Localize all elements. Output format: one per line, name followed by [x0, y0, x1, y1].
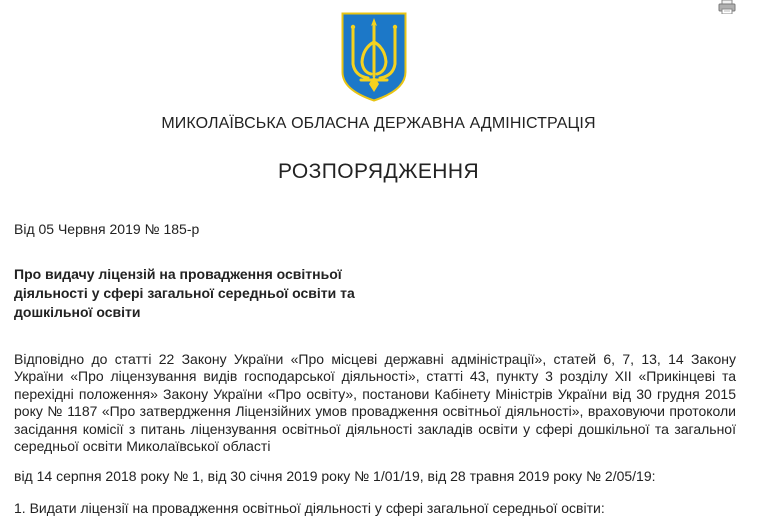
organization-title: МИКОЛАЇВСЬКА ОБЛАСНА ДЕРЖАВНА АДМІНІСТРАЦІЯ — [161, 115, 596, 132]
decision-item-1: 1. Видати ліцензії на провадження освітньої діяльності у сфері загальної середньої освіти: — [14, 500, 605, 516]
subject-line: діяльності у сфері загальної середньої освіти та — [14, 285, 355, 301]
subject-line: дошкільної освіти — [14, 304, 141, 320]
document-date: Від 05 Червня 2019 № 185-р — [14, 221, 200, 237]
coat-of-arms-icon — [341, 12, 407, 102]
printer-icon — [718, 0, 736, 14]
subject-line: Про видачу ліцензій на провадження освітньої — [14, 266, 342, 282]
protocols-paragraph: від 14 серпня 2018 року № 1, від 30 січня 2019 року № 1/01/19, від 28 травня 2019 року № 2/05/19: — [14, 468, 656, 484]
document-body-paragraph: Відповідно до статті 22 Закону України «Про місцеві державні адміністрації», статей 6, 7, 13, 14 Закону України «Про ліцензування видів господарської діяльності», статті 43, пункту 3 розділу XII «Прикінцеві та перехідні положення» Закону України «Про освіту», постанови Кабінету Міністрів України від 30 грудня 2015 року № 1187 «Про затвердження Ліцензійних умов провадження освітньої діяльності», враховуючи протоколи засідання комісії з питань ліцензування освітньої діяльності закладів освіти у сфері дошкільної та загальної середньої освіти Миколаївської області — [14, 351, 736, 455]
document-subject — [14, 265, 394, 322]
document-type-heading: РОЗПОРЯДЖЕННЯ — [277, 160, 480, 183]
print-button[interactable] — [718, 0, 736, 14]
